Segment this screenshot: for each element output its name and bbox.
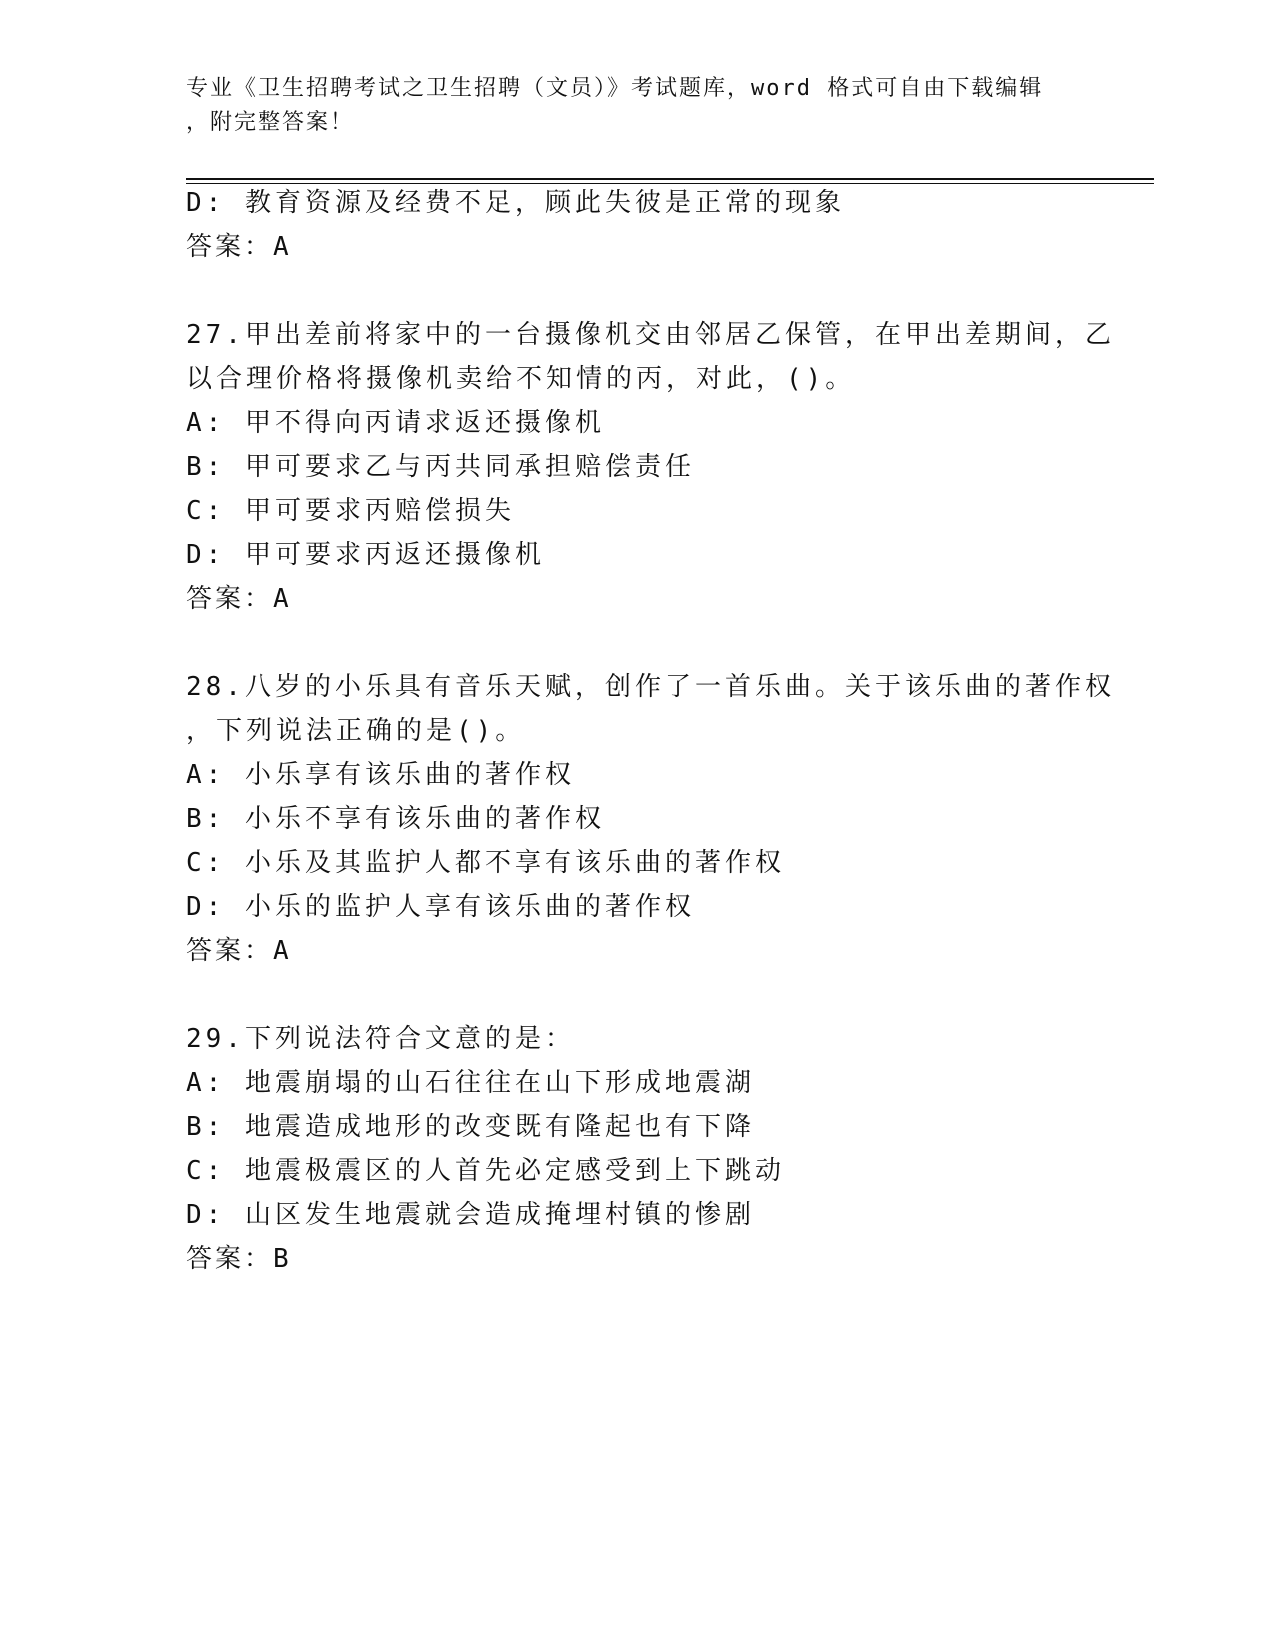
question-29-stem: 29.下列说法符合文意的是： — [186, 1024, 575, 1054]
question-27-stem-line-1: 27.甲出差前将家中的一台摄像机交由邻居乙保管，在甲出差期间，乙 — [186, 320, 1115, 350]
question-27-option-d: D: 甲可要求丙返还摄像机 — [186, 540, 545, 570]
question-29-option-c: C: 地震极震区的人首先必定感受到上下跳动 — [186, 1156, 785, 1186]
prev-question-answer: 答案：A — [186, 232, 292, 262]
question-29-option-a: A: 地震崩塌的山石往往在山下形成地震湖 — [186, 1068, 755, 1098]
question-27-option-c: C: 甲可要求丙赔偿损失 — [186, 496, 515, 526]
question-28-option-d: D: 小乐的监护人享有该乐曲的著作权 — [186, 892, 695, 922]
question-29-option-d: D: 山区发生地震就会造成掩埋村镇的惨剧 — [186, 1200, 755, 1230]
question-28-answer: 答案：A — [186, 936, 292, 966]
header-divider-thick — [186, 178, 1154, 180]
question-28-option-b: B: 小乐不享有该乐曲的著作权 — [186, 804, 605, 834]
question-27-stem-line-2: 以合理价格将摄像机卖给不知情的丙，对此，()。 — [186, 364, 856, 394]
question-29-answer: 答案：B — [186, 1244, 292, 1274]
document-header — [186, 72, 1086, 140]
question-28-stem-line-2: ，下列说法正确的是()。 — [186, 716, 526, 746]
prev-question-option-d: D: 教育资源及经费不足，顾此失彼是正常的现象 — [186, 188, 845, 218]
question-28-option-c: C: 小乐及其监护人都不享有该乐曲的著作权 — [186, 848, 785, 878]
question-27-answer: 答案：A — [186, 584, 292, 614]
question-28-stem-line-1: 28.八岁的小乐具有音乐天赋，创作了一首乐曲。关于该乐曲的著作权 — [186, 672, 1115, 702]
header-line-1: 专业《卫生招聘考试之卫生招聘（文员）》考试题库，word 格式可自由下载编辑 — [186, 76, 1044, 101]
question-28-option-a: A: 小乐享有该乐曲的著作权 — [186, 760, 575, 790]
question-29-option-b: B: 地震造成地形的改变既有隆起也有下降 — [186, 1112, 755, 1142]
question-27-option-a: A: 甲不得向丙请求返还摄像机 — [186, 408, 605, 438]
question-27-option-b: B: 甲可要求乙与丙共同承担赔偿责任 — [186, 452, 695, 482]
header-line-2: ，附完整答案！ — [186, 110, 355, 135]
